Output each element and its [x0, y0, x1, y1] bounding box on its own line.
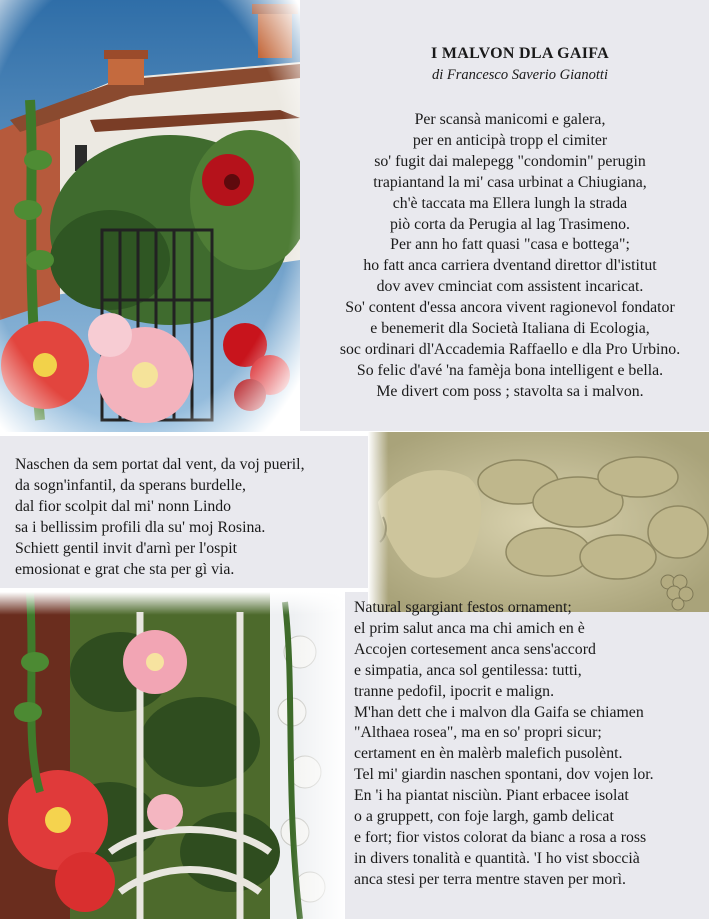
- poem-line: da sogn'infantil, da sperans burdelle,: [15, 476, 246, 494]
- stone-relief-photo: [368, 432, 709, 612]
- poem-line: En 'i ha piantat nisciùn. Piant erbacee isolat: [354, 787, 629, 805]
- stanza-1: [290, 110, 709, 403]
- poem-line: tranne pedofil, ipocrit e malign.: [354, 682, 555, 700]
- poem-line: e benemerit dla Società Italiana di Ecologia,: [370, 320, 650, 338]
- poem-line: Schiett gentil invit d'arnì per l'ospit: [15, 539, 237, 557]
- poem-line: Accojen cortesement anca sens'accord: [354, 640, 596, 658]
- house-hollyhocks-photo: [0, 0, 300, 432]
- poem-line: ch'è taccata ma Ellera lungh la strada: [392, 194, 628, 212]
- poem-line: per en anticipà tropp el cimiter: [412, 131, 608, 149]
- poem-line: certament en èn malèrb malefich pusolènt.: [354, 745, 623, 763]
- poem-line: e simpatia, anca sol gentilessa: tutti,: [354, 661, 582, 679]
- window-hollyhocks-photo: [0, 592, 345, 919]
- poem-line: So felic d'avé 'na famèja bona intelligent e bella.: [356, 361, 664, 379]
- poem-line: Tel mi' giardin naschen spontani, dov vojen lor.: [354, 766, 654, 784]
- stanza-3: [354, 598, 654, 891]
- poem-line: trapiantand la mi' casa urbinat a Chiugiana,: [373, 173, 647, 191]
- poem-line: emosionat e grat che sta per gì via.: [15, 560, 235, 578]
- poem-line: ho fatt anca carriera dventand direttor dl'istitut: [363, 257, 657, 275]
- poem-line: anca stesi per terra mentre staven per morì.: [354, 870, 626, 888]
- poem-line: o a gruppett, con foje largh, gamb delicat: [354, 808, 614, 826]
- poem-line: Me divert com poss ; stavolta sa i malvon.: [376, 382, 644, 400]
- poem-line: dov avev cminciat com assistent incaricat.: [376, 278, 644, 296]
- poem-line: el prim salut anca ma chi amich en è: [354, 619, 585, 637]
- poem-line: "Althaea rosea", ma en so' propri sicur;: [354, 724, 602, 742]
- poem-title: I MALVON DLA GAIFA: [431, 45, 609, 62]
- poem-line: so' fugit dai malepegg "condomin" perugin: [374, 152, 646, 170]
- poem-line: So' content d'essa ancora vivent ragionevol fondator: [345, 299, 675, 317]
- poem-line: Natural sgargiant festos ornament;: [354, 599, 572, 616]
- stanza-2: [15, 455, 305, 580]
- poem-line: sa i bellissim profili dla su' moj Rosina.: [15, 518, 266, 536]
- poem-line: soc ordinari dl'Accademia Raffaello e dla Pro Urbino.: [339, 340, 681, 358]
- poem-line: piò corta da Perugia al lag Trasimeno.: [390, 215, 630, 233]
- poem-line: e fort; fior vistos colorat da bianc a rosa a ross: [354, 828, 647, 846]
- poem-line: Per ann ho fatt quasi "casa e bottega";: [390, 236, 630, 254]
- poem-line: Naschen da sem portat dal vent, da voj pueril,: [15, 456, 305, 473]
- poem-line: Per scansà manicomi e galera,: [414, 111, 606, 128]
- poem-line: dal fior scolpit dal mi' nonn Lindo: [15, 497, 232, 515]
- poem-author: di Francesco Saverio Gianotti: [432, 67, 608, 83]
- poem-line: M'han dett che i malvon dla Gaifa se chiamen: [354, 703, 644, 721]
- poem-line: in divers tonalità e quantità. 'I ho vist sboccià: [354, 849, 640, 867]
